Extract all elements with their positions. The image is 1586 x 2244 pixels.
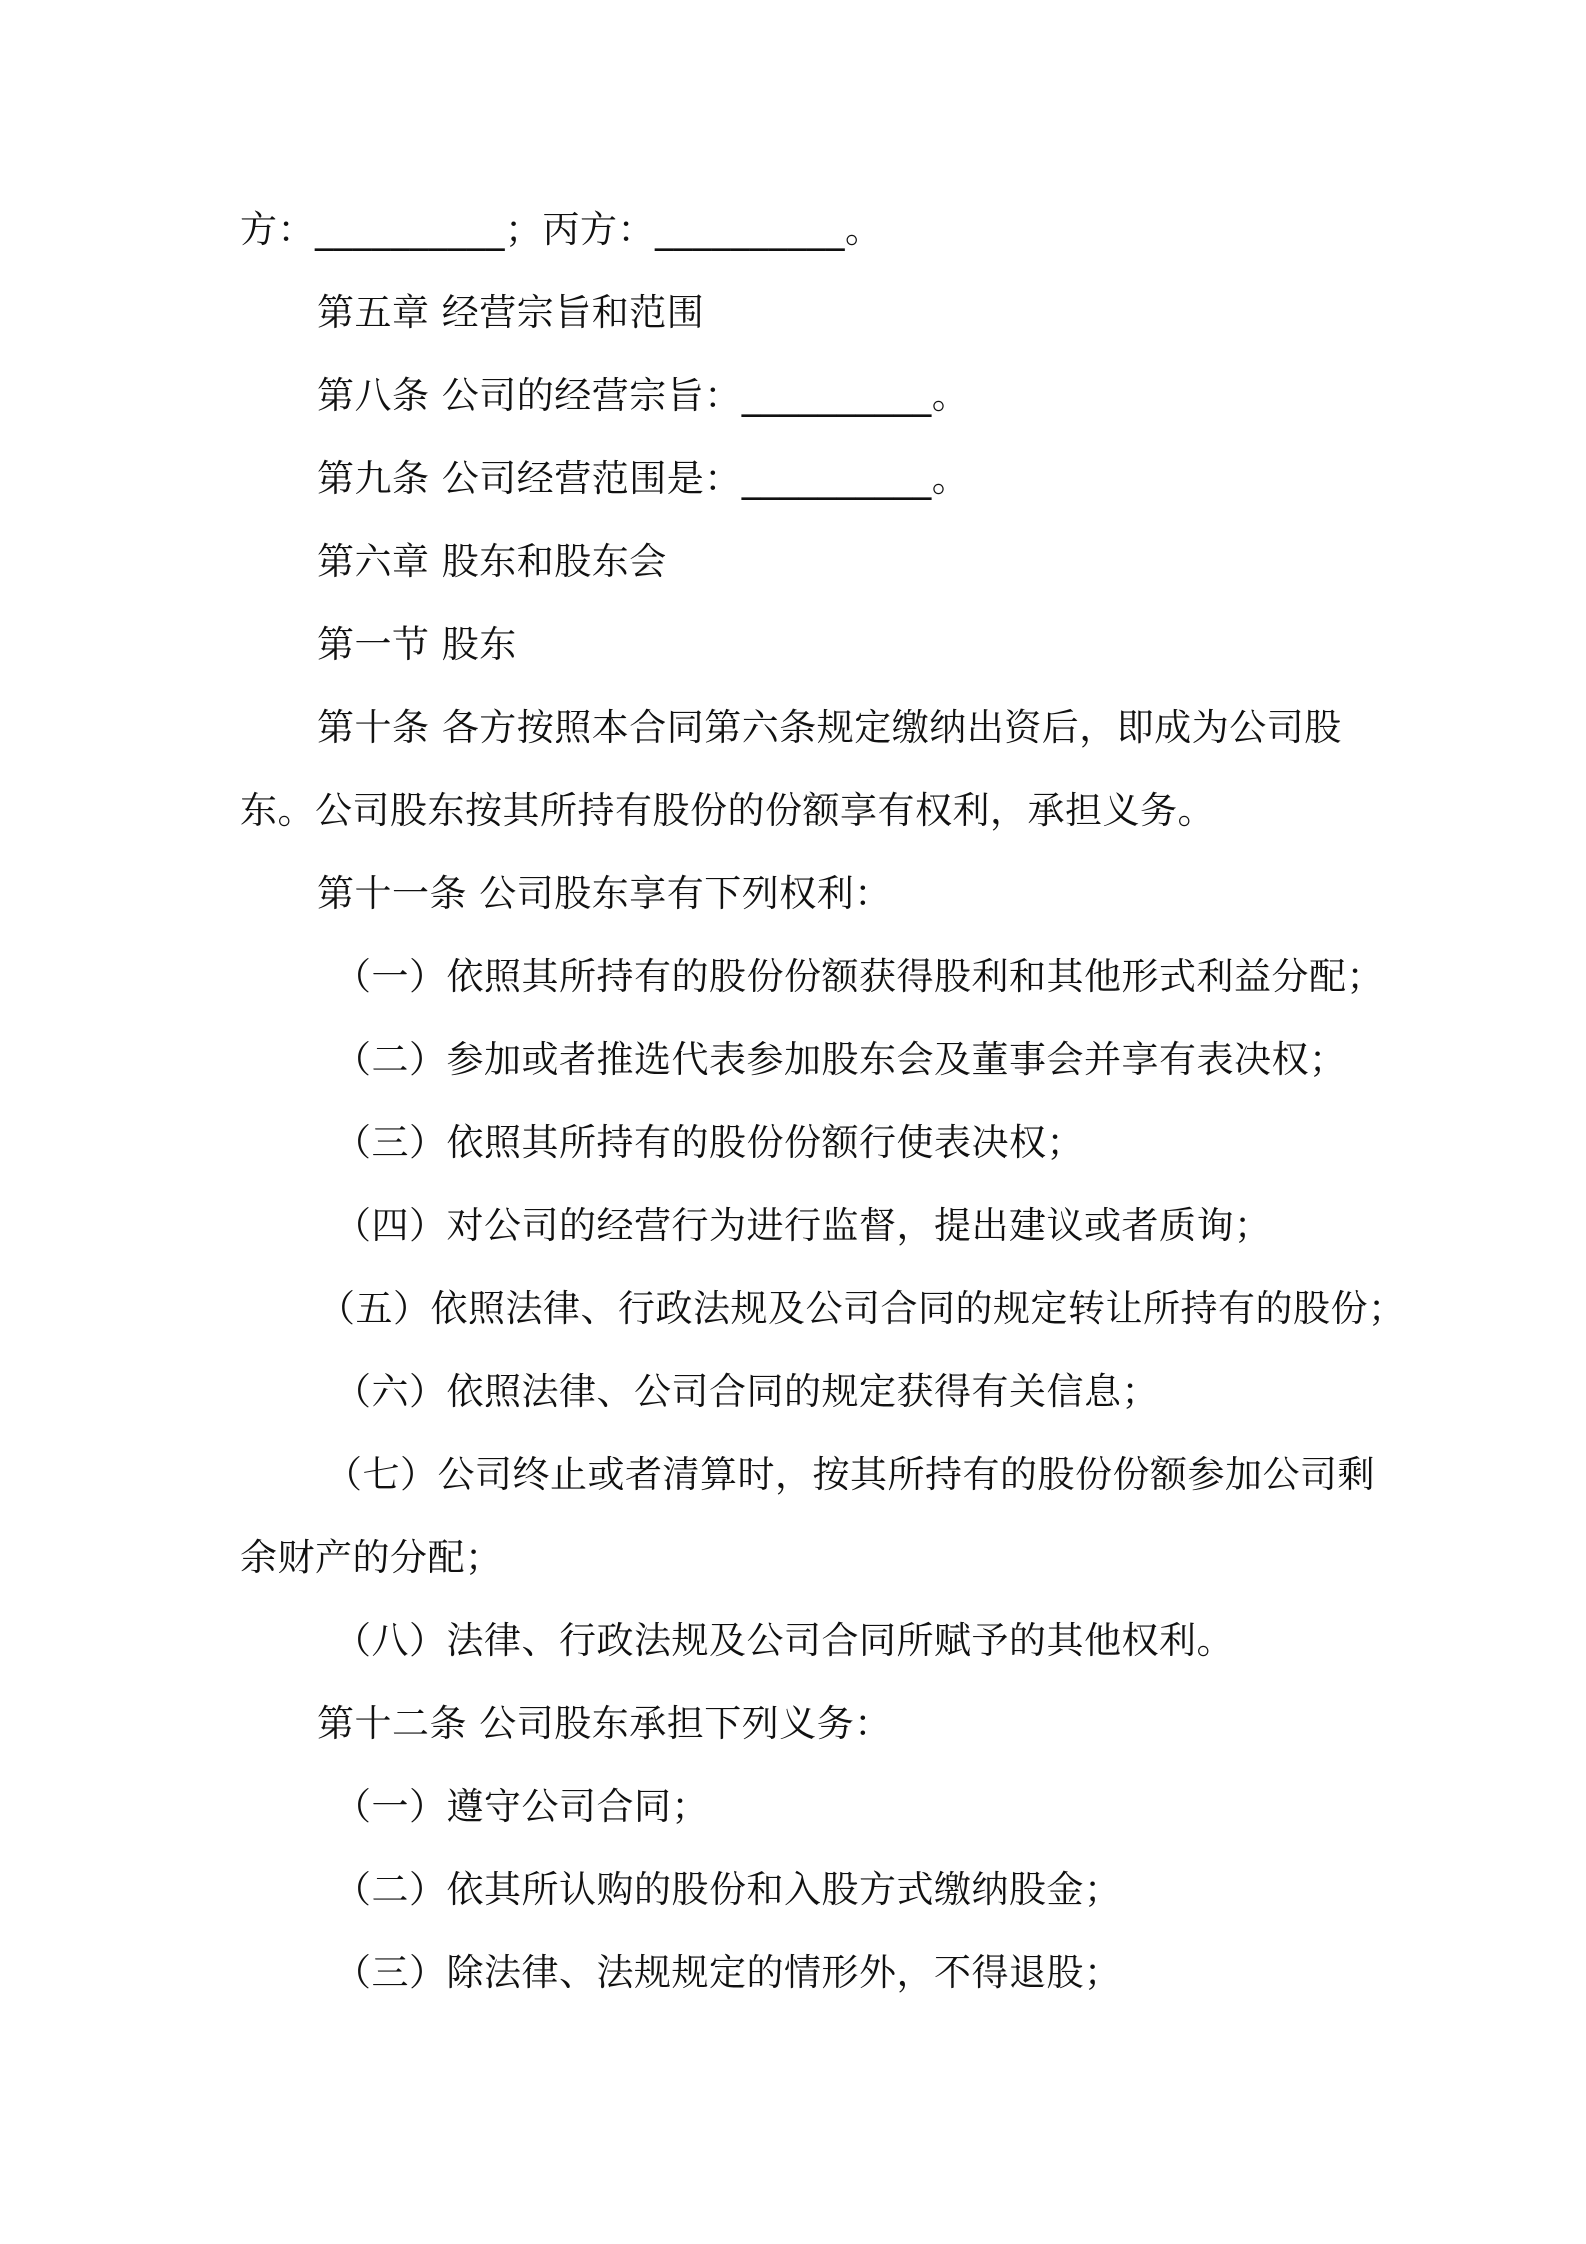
right-item-3: （三）依照其所持有的股份份额行使表决权； — [334, 1121, 1084, 1164]
right-item-6: （六）依照法律、公司合同的规定获得有关信息； — [334, 1370, 1159, 1413]
article-10-line-1: 第十条 各方按照本合同第六条规定缴纳出资后，即成为公司股 — [317, 706, 1342, 749]
duty-item-3: （三）除法律、法规规定的情形外，不得退股； — [334, 1951, 1122, 1994]
duty-item-2: （二）依其所认购的股份和入股方式缴纳股金； — [334, 1868, 1122, 1911]
right-item-5: （五）依照法律、行政法规及公司合同的规定转让所持有的股份； — [318, 1287, 1406, 1330]
right-item-1: （一）依照其所持有的股份份额获得股利和其他形式利益分配； — [334, 955, 1384, 998]
text-line-blanks-party-c: 方：__________；丙方：__________。 — [240, 208, 883, 251]
article-8: 第八条 公司的经营宗旨：__________。 — [317, 374, 970, 417]
chapter-5-heading: 第五章 经营宗旨和范围 — [317, 291, 705, 334]
section-1-heading: 第一节 股东 — [317, 623, 517, 666]
right-item-4: （四）对公司的经营行为进行监督，提出建议或者质询； — [334, 1204, 1272, 1247]
chapter-6-heading: 第六章 股东和股东会 — [317, 540, 667, 583]
duty-item-1: （一）遵守公司合同； — [334, 1785, 709, 1828]
right-item-7-line-2: 余财产的分配； — [240, 1536, 503, 1579]
article-9: 第九条 公司经营范围是：__________。 — [317, 457, 970, 500]
article-11: 第十一条 公司股东享有下列权利： — [317, 872, 892, 915]
right-item-7-line-1: （七）公司终止或者清算时，按其所持有的股份份额参加公司剩 — [325, 1453, 1375, 1496]
right-item-2: （二）参加或者推选代表参加股东会及董事会并享有表决权； — [334, 1038, 1347, 1081]
article-12: 第十二条 公司股东承担下列义务： — [317, 1702, 892, 1745]
right-item-8: （八）法律、行政法规及公司合同所赋予的其他权利。 — [334, 1619, 1234, 1662]
article-10-line-2: 东。公司股东按其所持有股份的份额享有权利，承担义务。 — [240, 789, 1215, 832]
